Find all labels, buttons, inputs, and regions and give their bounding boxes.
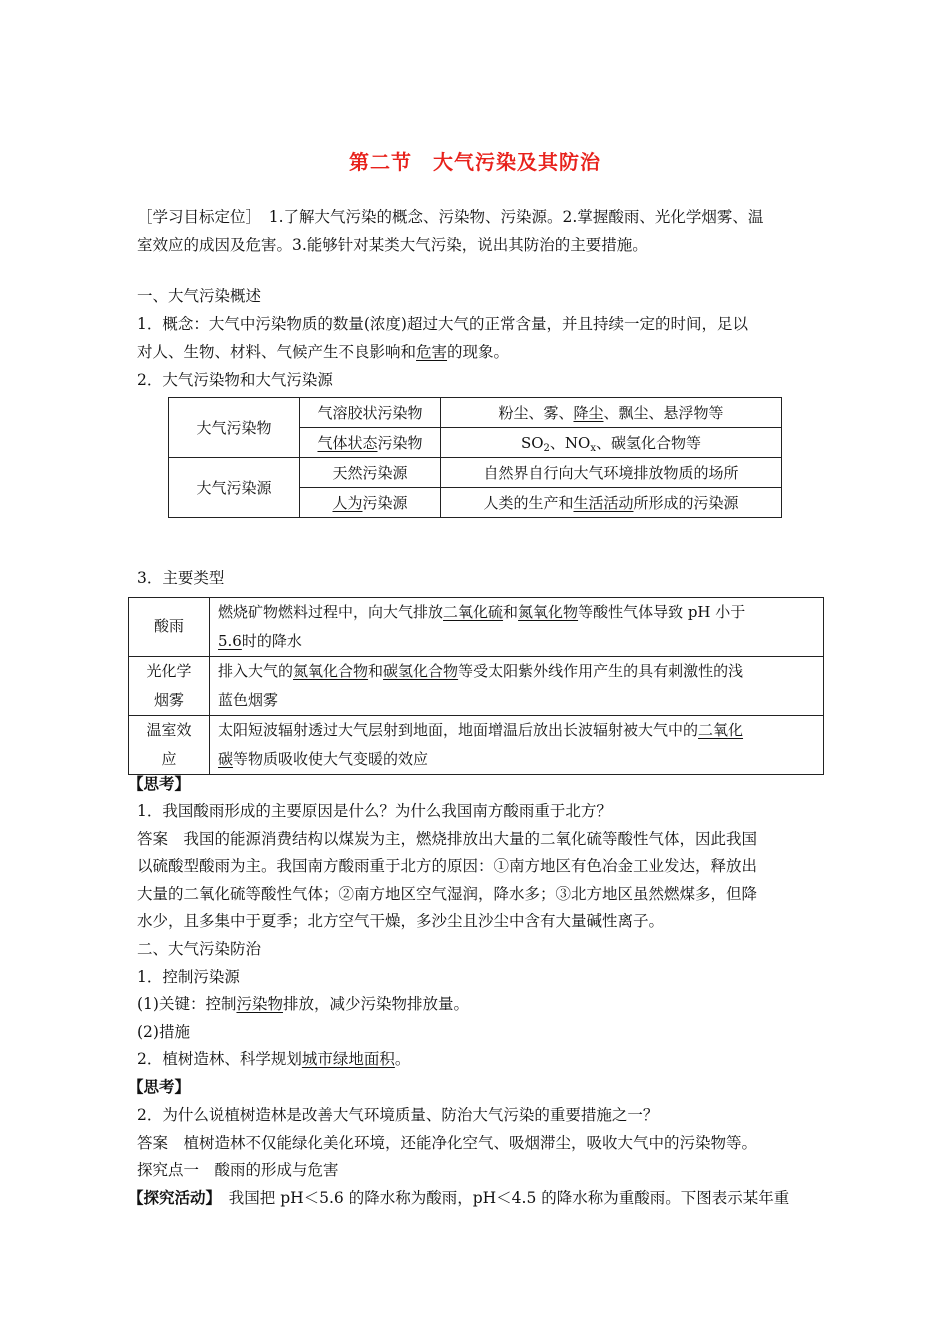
text: 粉尘、雾、 (498, 404, 574, 422)
afforestation-item (137, 1049, 410, 1069)
cell-greenhouse-desc (210, 716, 824, 775)
answer-1-line-1: 答案 我国的能源消费结构以煤炭为主，燃烧排放出大量的二氧化硫等酸性气体，因此我国 (137, 830, 758, 848)
text: 对人、生物、材料、气候产生不良影响和 (137, 343, 417, 361)
text: 等物质吸收使大气变暖的效应 (233, 750, 429, 768)
text: 燃烧矿物燃料过程中，向大气排放 (218, 603, 444, 621)
section2-heading: 二、大气污染防治 (137, 940, 262, 958)
think-label-2: 【思考】 (128, 1077, 191, 1096)
objectives-line-1: ［学习目标定位］ 1.了解大气污染的概念、污染物、污染源。2.掌握酸雨、光化学烟雾、温 (137, 208, 764, 226)
question-1: 1．我国酸雨形成的主要原因是什么？为什么我国南方酸雨重于北方？ (137, 802, 612, 820)
cell-smog-label (129, 657, 210, 716)
answer-blank: 污染物 (236, 995, 283, 1013)
explore-point-1: 探究点一 酸雨的形成与危害 (137, 1161, 339, 1179)
text: 时的降水 (241, 632, 302, 650)
cell-gaseous-examples (441, 428, 782, 458)
answer-blank: 碳氢化合物 (383, 662, 459, 680)
cell-greenhouse-label (129, 716, 210, 775)
text: 污染源 (362, 494, 408, 512)
types-table (128, 597, 824, 775)
text: 、飘尘、悬浮物等 (603, 404, 724, 422)
cell-smog-desc (210, 657, 824, 716)
answer-2: 答案 植树造林不仅能绿化美化环境，还能净化空气、吸烟滞尘，吸收大气中的污染物等。 (137, 1134, 758, 1152)
answer-blank: 生活活动 (573, 494, 634, 512)
text: 和 (503, 603, 519, 621)
answer-blank: 气体状态 (317, 434, 378, 452)
text: 、碳氢化合物等 (596, 433, 702, 452)
think-label-1: 【思考】 (128, 774, 191, 793)
activity-line (128, 1188, 789, 1208)
question-2: 2．为什么说植树造林是改善大气环境质量、防治大气污染的重要措施之一？ (137, 1106, 659, 1124)
answer-blank: 氮氧化物 (518, 603, 579, 621)
text: 2．植树造林、科学规划 (137, 1050, 302, 1068)
item-3-heading: 3．主要类型 (137, 569, 225, 587)
text: 、NO (549, 433, 591, 452)
text: 等酸性气体导致 pH 小于 (578, 603, 746, 621)
text: 的现象。 (447, 343, 510, 361)
text: 太阳短波辐射透过大气层射到地面，地面增温后放出长波辐射被大气中的 (218, 721, 699, 739)
key-point (137, 994, 469, 1014)
answer-1-line-3: 大量的二氧化硫等酸性气体；②南方地区空气湿润，降水多；③北方地区虽然燃煤多，但降 (137, 885, 758, 903)
answer-blank: 人为 (332, 494, 363, 512)
cell-acid-rain-desc (210, 598, 824, 657)
text: 排入大气的 (218, 662, 294, 680)
text: 所形成的污染源 (633, 494, 739, 512)
text: 。 (394, 1050, 411, 1068)
text: 我国把 pH＜5.6 的降水称为酸雨，pH＜4.5 的降水称为重酸雨。下图表示某年重 (213, 1189, 790, 1207)
answer-blank: 碳 (218, 750, 234, 768)
text: SO (520, 433, 544, 452)
cell-aerosol-examples (441, 398, 782, 428)
subscript: 2 (543, 442, 550, 454)
text: 应 (161, 750, 177, 768)
cell-sources: 大气污染源 (169, 458, 300, 518)
cell-acid-rain-label: 酸雨 (129, 598, 210, 657)
cell-human-desc (441, 488, 782, 518)
text: 蓝色烟雾 (218, 691, 279, 709)
pollutants-table (168, 397, 782, 518)
text: 污染物 (377, 434, 423, 452)
cell-pollutants: 大气污染物 (169, 398, 300, 458)
answer-1-line-2: 以硫酸型酸雨为主。我国南方酸雨重于北方的原因：①南方地区有色冶金工业发达，释放出 (137, 857, 758, 875)
cell-natural-desc: 自然界自行向大气环境排放物质的场所 (441, 458, 782, 488)
text: 烟雾 (153, 691, 184, 709)
answer-blank: 二氧化 (698, 721, 744, 739)
answer-blank: 二氧化硫 (443, 603, 504, 621)
cell-aerosol: 气溶胶状污染物 (300, 398, 441, 428)
section1-heading: 一、大气污染概述 (137, 287, 262, 305)
text: 和 (368, 662, 384, 680)
text: 光化学 (146, 662, 192, 680)
cell-gaseous (300, 428, 441, 458)
text: 人类的生产和 (483, 494, 574, 512)
objectives-line-2: 室效应的成因及危害。3.能够针对某类大气污染，说出其防治的主要措施。 (137, 236, 648, 254)
subscript: x (590, 442, 596, 454)
concept-line-2 (137, 342, 509, 362)
cell-human-source (300, 488, 441, 518)
activity-label: 【探究活动】 (128, 1188, 214, 1207)
answer-blank: 城市绿地面积 (301, 1050, 395, 1068)
text: (1)关键：控制 (137, 995, 237, 1013)
concept-line-1: 1．概念：大气中污染物质的数量(浓度)超过大气的正常含量，并且持续一定的时间，足以 (137, 315, 748, 333)
answer-blank: 降尘 (573, 404, 604, 422)
item-2-heading: 2．大气污染物和大气污染源 (137, 371, 333, 389)
answer-blank: 5.6 (218, 632, 242, 650)
answer-blank: 危害 (416, 343, 448, 361)
cell-natural-source: 天然污染源 (300, 458, 441, 488)
text: 排放，减少污染物排放量。 (282, 995, 469, 1013)
answer-blank: 氮氧化合物 (293, 662, 369, 680)
measures: (2)措施 (137, 1023, 190, 1041)
control-source-heading: 1．控制污染源 (137, 968, 240, 986)
text: 等受太阳紫外线作用产生的具有刺激性的浅 (458, 662, 744, 680)
page-title: 第二节 大气污染及其防治 (349, 150, 601, 174)
answer-1-line-4: 水少，且多集中于夏季；北方空气干燥，多沙尘且沙尘中含有大量碱性离子。 (137, 912, 665, 930)
text: 温室效 (146, 721, 192, 739)
